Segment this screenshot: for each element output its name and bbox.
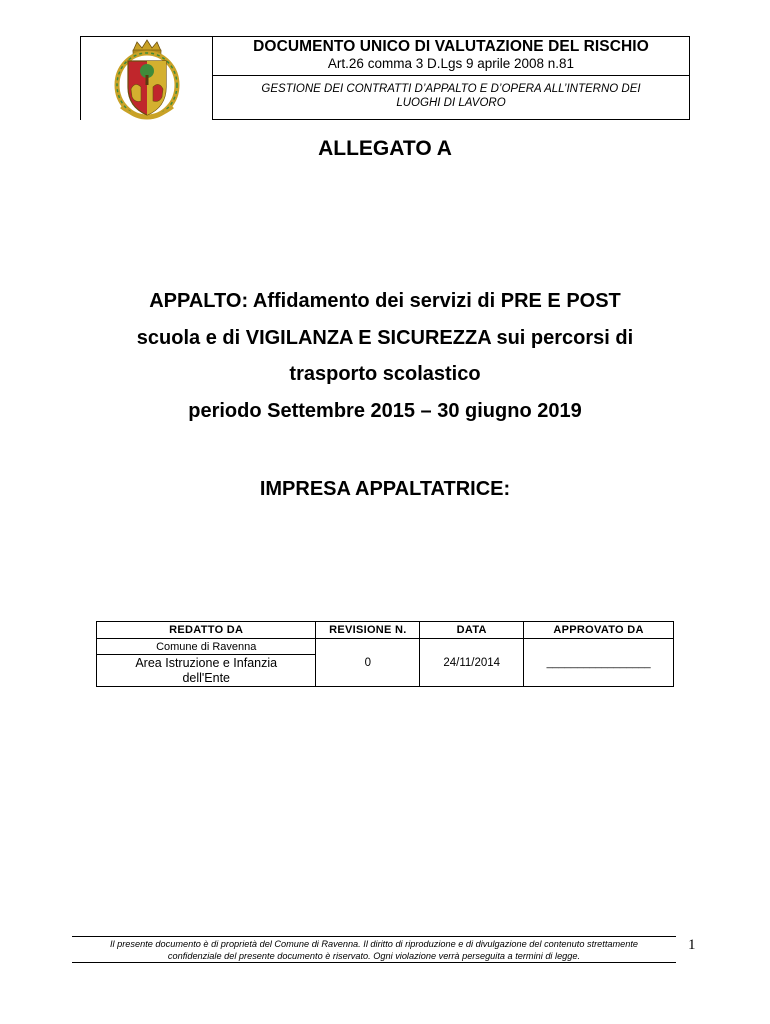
header-data: DATA <box>420 622 524 639</box>
document-header <box>80 36 690 120</box>
approved-by-signature-line: _________________ <box>524 639 674 687</box>
appalto-line4: periodo Settembre 2015 – 30 giugno 2019 <box>188 399 582 422</box>
redatto-area-line1: Area Istruzione e Infanzia <box>135 655 278 670</box>
appalto-line2: scuola e di VIGILANZA E SICUREZZA sui percorsi di <box>136 326 634 349</box>
header-redatto-da: REDATTO DA <box>97 622 316 639</box>
redatto-area <box>97 655 316 687</box>
header-subheading <box>213 82 689 110</box>
header-title-cell <box>212 36 690 120</box>
revision-number: 0 <box>316 639 420 687</box>
footer-bottom-rule <box>72 962 676 963</box>
document-legal-reference: Art.26 comma 3 D.Lgs 9 aprile 2008 n.81 <box>327 56 575 71</box>
appalto-description <box>60 283 710 429</box>
revision-table <box>96 621 674 687</box>
page-number: 1 <box>688 937 696 953</box>
revision-date: 24/11/2014 <box>420 639 524 687</box>
footer-line1: Il presente documento è di proprietà del Comune di Ravenna. Il diritto di riproduzione e di divulgazione del contenuto strettamente <box>109 939 639 949</box>
footer-disclaimer <box>72 938 676 962</box>
header-approvato-da: APPROVATO DA <box>524 622 674 639</box>
document-title: DOCUMENTO UNICO DI VALUTAZIONE DEL RISCHIO <box>253 38 649 55</box>
header-subheading-line2: LUOGHI DI LAVORO <box>396 97 506 109</box>
appalto-line1: APPALTO: Affidamento dei servizi di PRE E POST <box>149 290 621 312</box>
redatto-ente: Comune di Ravenna <box>97 639 316 655</box>
header-subheading-line1: GESTIONE DEI CONTRATTI D’APPALTO E D’OPERA ALL’INTERNO DEI <box>261 83 641 95</box>
appalto-line3: trasporto scolastico <box>289 363 481 385</box>
comune-crest-logo <box>111 37 183 121</box>
footer-top-rule <box>72 936 676 937</box>
table-header-row <box>97 622 674 639</box>
logo-cell <box>80 36 212 120</box>
allegato-heading: ALLEGATO A <box>318 137 452 160</box>
header-revisione: REVISIONE N. <box>316 622 420 639</box>
impresa-heading: IMPRESA APPALTATRICE: <box>259 478 511 500</box>
redatto-area-line2: dell'Ente <box>182 670 230 685</box>
table-row <box>97 639 674 655</box>
footer-line2: confidenziale del presente documento è riservato. Ogni violazione verrà perseguita a termini di legge. <box>167 951 581 961</box>
header-title-block <box>213 37 689 76</box>
